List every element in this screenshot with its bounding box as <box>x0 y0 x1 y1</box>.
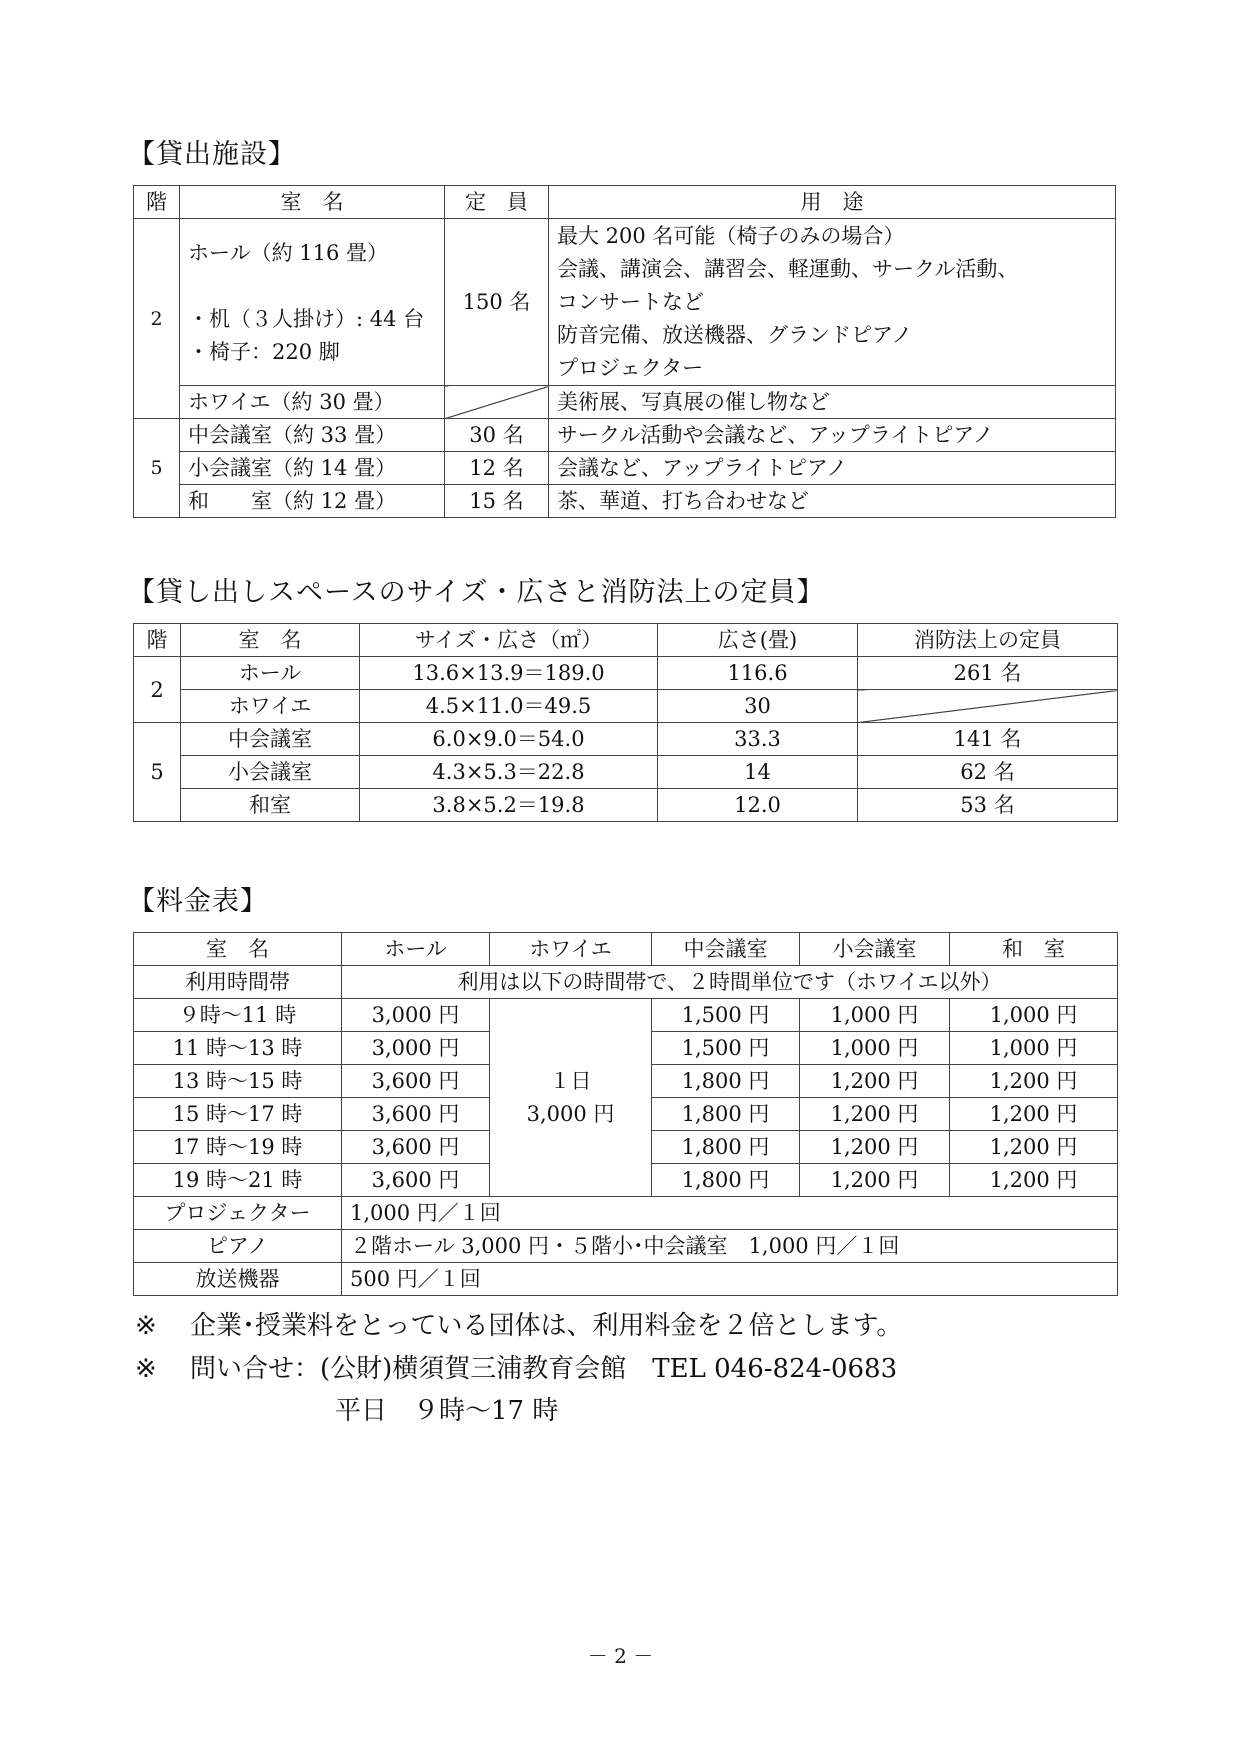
header-floor: 階 <box>134 624 181 657</box>
header-usage: 用 途 <box>549 186 1116 219</box>
room-name: 和 室（約 12 畳） <box>180 485 445 518</box>
table-row <box>134 756 1118 789</box>
room-name: ホール <box>181 657 360 690</box>
room-capacity: 15 名 <box>445 485 549 518</box>
room-usage: サークル活動や会議など、アップライトピアノ <box>549 419 1116 452</box>
table-header-row <box>134 933 1118 966</box>
slot-hall-price: 3,600 円 <box>342 1164 490 1197</box>
foyer-day-price <box>490 999 652 1197</box>
room-name: 和室 <box>181 789 360 822</box>
slot-time: 13 時～15 時 <box>134 1065 342 1098</box>
extra-price: 500 円／１回 <box>342 1263 1118 1296</box>
table-row <box>134 219 1116 386</box>
slot-wa-price: 1,200 円 <box>950 1065 1118 1098</box>
header-mid-room: 中会議室 <box>652 933 800 966</box>
slot-small-price: 1,200 円 <box>800 1164 950 1197</box>
room-size: 6.0×9.0＝54.0 <box>360 723 658 756</box>
room-name: ホワイエ <box>181 690 360 723</box>
header-floor: 階 <box>134 186 180 219</box>
foyer-price: 3,000 円 <box>526 1101 615 1126</box>
slot-time: 19 時～21 時 <box>134 1164 342 1197</box>
slot-small-price: 1,200 円 <box>800 1098 950 1131</box>
slot-small-price: 1,200 円 <box>800 1131 950 1164</box>
slot-time: 17 時～19 時 <box>134 1131 342 1164</box>
header-fire-capacity: 消防法上の定員 <box>858 624 1118 657</box>
note-mark: ※ <box>135 1354 157 1384</box>
header-size: サイズ・広さ（㎡） <box>360 624 658 657</box>
room-size: 4.3×5.3＝22.8 <box>360 756 658 789</box>
page-number: － 2 － <box>587 1644 654 1668</box>
header-japanese-room: 和 室 <box>950 933 1118 966</box>
note-text: 問い合せ：(公財)横須賀三浦教育会館 TEL 046-824-0683 <box>190 1354 898 1384</box>
room-name: 中会議室（約 33 畳） <box>180 419 445 452</box>
room-usage: 茶、華道、打ち合わせなど <box>549 485 1116 518</box>
slot-hall-price: 3,600 円 <box>342 1098 490 1131</box>
hall-usage-line: 防音完備、放送機器、グランドピアノ <box>557 322 913 347</box>
room-size: 3.8×5.2＝19.8 <box>360 789 658 822</box>
table-row <box>134 789 1118 822</box>
floor-cell: 5 <box>134 723 181 822</box>
room-tatami: 14 <box>658 756 858 789</box>
slot-wa-price: 1,200 円 <box>950 1098 1118 1131</box>
hall-name-cell <box>180 219 445 386</box>
extra-name: 放送機器 <box>134 1263 342 1296</box>
hall-usage-cell <box>549 219 1116 386</box>
slot-hall-price: 3,600 円 <box>342 1131 490 1164</box>
floor-cell: 2 <box>134 219 180 419</box>
hall-capacity: 150 名 <box>445 219 549 386</box>
table-header-row <box>134 624 1118 657</box>
slot-time: 15 時～17 時 <box>134 1098 342 1131</box>
slot-wa-price: 1,200 円 <box>950 1131 1118 1164</box>
extra-name: ピアノ <box>134 1230 342 1263</box>
slot-mid-price: 1,800 円 <box>652 1098 800 1131</box>
header-room: 室 名 <box>180 186 445 219</box>
hall-name: ホール（約 116 畳） <box>188 241 389 265</box>
facilities-table <box>133 185 1116 518</box>
slot-time: 11 時～13 時 <box>134 1032 342 1065</box>
table-row <box>134 966 1118 999</box>
slot-wa-price: 1,200 円 <box>950 1164 1118 1197</box>
hall-usage-line: コンサートなど <box>557 289 704 314</box>
slot-mid-price: 1,800 円 <box>652 1164 800 1197</box>
slot-mid-price: 1,800 円 <box>652 1065 800 1098</box>
table-header-row <box>134 186 1116 219</box>
room-tatami: 116.6 <box>658 657 858 690</box>
table-row <box>134 657 1118 690</box>
table-row <box>134 1230 1118 1263</box>
note-hours: 平日 ９時～17 時 <box>335 1396 559 1426</box>
note-mark: ※ <box>135 1311 157 1341</box>
table-row <box>134 452 1116 485</box>
header-capacity: 定 員 <box>445 186 549 219</box>
table-row <box>134 690 1118 723</box>
room-name: 小会議室（約 14 畳） <box>180 452 445 485</box>
sizes-table <box>133 623 1118 822</box>
section-title-sizes: 【貸し出しスペースのサイズ・広さと消防法上の定員】 <box>128 577 825 608</box>
header-room: 室 名 <box>134 933 342 966</box>
header-small-room: 小会議室 <box>800 933 950 966</box>
room-size: 13.6×13.9＝189.0 <box>360 657 658 690</box>
slot-wa-price: 1,000 円 <box>950 1032 1118 1065</box>
slot-hall-price: 3,000 円 <box>342 999 490 1032</box>
slot-small-price: 1,200 円 <box>800 1065 950 1098</box>
hall-usage-line: 最大 200 名可能（椅子のみの場合） <box>557 223 905 248</box>
table-row <box>134 386 1116 419</box>
note-text: 企業･授業料をとっている団体は、利用料金を２倍とします。 <box>190 1311 903 1341</box>
slot-wa-price: 1,000 円 <box>950 999 1118 1032</box>
floor-cell: 2 <box>134 657 181 723</box>
room-usage: 会議など、アップライトピアノ <box>549 452 1116 485</box>
slot-mid-price: 1,500 円 <box>652 999 800 1032</box>
table-row <box>134 723 1118 756</box>
hall-usage-line: 会議、講演会、講習会、軽運動、サークル活動、 <box>557 256 1019 281</box>
foyer-capacity-empty <box>445 386 549 419</box>
room-size: 4.5×11.0＝49.5 <box>360 690 658 723</box>
extra-price: ２階ホール 3,000 円・５階小･中会議室 1,000 円／１回 <box>342 1230 1118 1263</box>
foyer-name: ホワイエ（約 30 畳） <box>180 386 445 419</box>
table-row <box>134 1197 1118 1230</box>
slot-time: ９時～11 時 <box>134 999 342 1032</box>
room-tatami: 12.0 <box>658 789 858 822</box>
note-double-fee <box>135 1305 902 1342</box>
time-note: 利用は以下の時間帯で、２時間単位です（ホワイエ以外） <box>342 966 1118 999</box>
header-foyer: ホワイエ <box>490 933 652 966</box>
slot-small-price: 1,000 円 <box>800 999 950 1032</box>
note-contact <box>135 1348 897 1385</box>
hall-chairs: ・椅子：220 脚 <box>188 340 340 364</box>
room-fire-capacity: 53 名 <box>858 789 1118 822</box>
table-row <box>134 999 1118 1032</box>
header-room: 室 名 <box>181 624 360 657</box>
room-capacity: 12 名 <box>445 452 549 485</box>
room-name: 中会議室 <box>181 723 360 756</box>
extra-name: プロジェクター <box>134 1197 342 1230</box>
table-row <box>134 419 1116 452</box>
room-fire-capacity: 62 名 <box>858 756 1118 789</box>
slot-hall-price: 3,600 円 <box>342 1065 490 1098</box>
header-hall: ホール <box>342 933 490 966</box>
slot-hall-price: 3,000 円 <box>342 1032 490 1065</box>
room-tatami: 30 <box>658 690 858 723</box>
foyer-usage: 美術展、写真展の催し物など <box>549 386 1116 419</box>
extra-price: 1,000 円／１回 <box>342 1197 1118 1230</box>
slot-mid-price: 1,500 円 <box>652 1032 800 1065</box>
foyer-day: １日 <box>549 1068 592 1093</box>
section-title-facilities: 【貸出施設】 <box>128 139 296 170</box>
room-fire-capacity-empty <box>858 690 1118 723</box>
slot-small-price: 1,000 円 <box>800 1032 950 1065</box>
room-name: 小会議室 <box>181 756 360 789</box>
table-row <box>134 1263 1118 1296</box>
room-fire-capacity: 261 名 <box>858 657 1118 690</box>
header-tatami: 広さ(畳) <box>658 624 858 657</box>
slot-mid-price: 1,800 円 <box>652 1131 800 1164</box>
hall-usage-line: プロジェクター <box>557 355 704 380</box>
floor-cell: 5 <box>134 419 180 518</box>
room-capacity: 30 名 <box>445 419 549 452</box>
section-title-fees: 【料金表】 <box>128 886 268 917</box>
hall-desks: ・机（３人掛け）: 44 台 <box>188 307 425 331</box>
room-fire-capacity: 141 名 <box>858 723 1118 756</box>
table-row <box>134 485 1116 518</box>
time-label: 利用時間帯 <box>134 966 342 999</box>
fee-table <box>133 932 1118 1296</box>
room-tatami: 33.3 <box>658 723 858 756</box>
